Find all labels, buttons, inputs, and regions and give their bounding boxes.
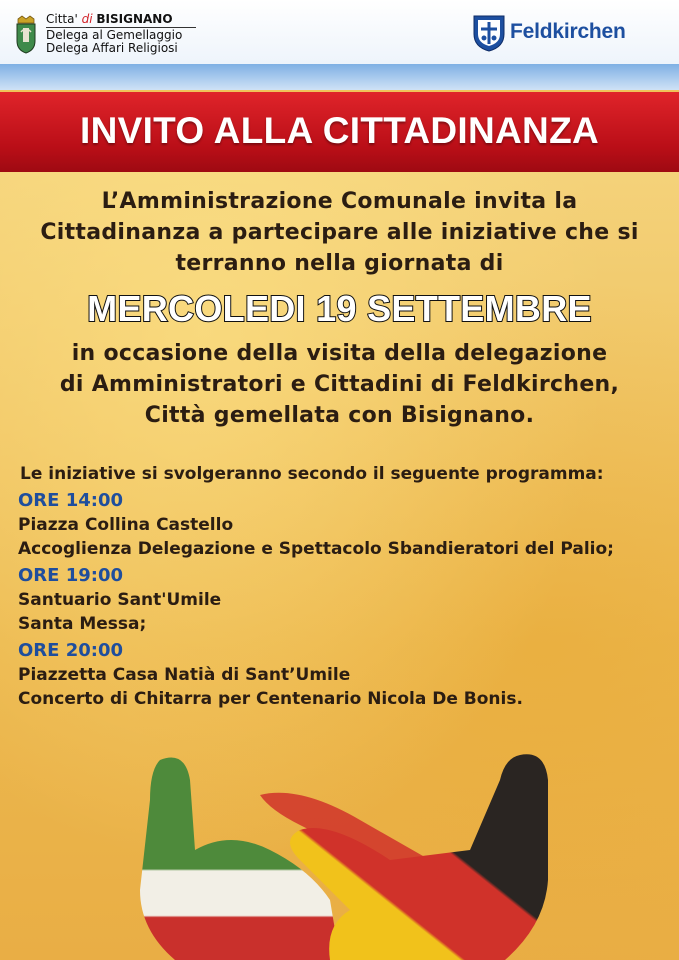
intro-text (0, 186, 679, 279)
program-event (18, 639, 673, 711)
handshake-illustration (0, 740, 679, 960)
header-gradient-strip (0, 64, 679, 90)
program-intro: Le iniziative si svolgeranno secondo il seguente programma: (20, 464, 604, 484)
program-section (18, 462, 673, 711)
occasion-line-1: in occasione della visita della delegazione (71, 341, 608, 366)
intro-line-3: terranno nella giornata di (175, 251, 504, 276)
city-name: BISIGNANO (96, 12, 173, 26)
event-location: Piazzetta Casa Natià di Sant’Umile (18, 665, 351, 685)
header-bar (0, 0, 679, 64)
intro-line-2: Cittadinanza a partecipare alle iniziative che si (40, 220, 639, 245)
city-di: di (81, 12, 93, 26)
event-location: Piazza Collina Castello (18, 515, 234, 535)
delegation-line-2: Delega Affari Religiosi (46, 41, 178, 55)
delegation-line-1: Delega al Gemellaggio (46, 28, 183, 42)
city-prefix: Citta' (46, 12, 78, 26)
event-time: ORE 14:00 (18, 490, 124, 511)
program-event (18, 564, 673, 636)
event-time: ORE 20:00 (18, 640, 124, 661)
title-banner (0, 92, 679, 172)
program-event (18, 489, 673, 561)
banner-title: INVITO ALLA CITTADINANZA (80, 110, 599, 151)
event-date: MERCOLEDI 19 SETTEMBRE (87, 288, 592, 329)
event-description: Concerto di Chitarra per Centenario Nicola De Bonis. (18, 689, 523, 709)
occasion-text (0, 338, 679, 431)
occasion-line-3: Città gemellata con Bisignano. (144, 403, 535, 428)
event-description: Santa Messa; (18, 614, 147, 634)
partner-city-name: Feldkirchen (510, 20, 626, 43)
occasion-line-2: di Amministratori e Cittadini di Feldkirchen, (59, 372, 620, 397)
intro-line-1: L’Amministrazione Comunale invita la (101, 189, 578, 214)
city-title (46, 13, 196, 26)
event-location: Santuario Sant'Umile (18, 590, 222, 610)
city-block (46, 13, 196, 55)
bisignano-crest-icon (14, 15, 38, 55)
event-description: Accoglienza Delegazione e Spettacolo Sbandieratori del Palio; (18, 539, 614, 559)
feldkirchen-shield-icon (472, 14, 506, 52)
event-time: ORE 19:00 (18, 565, 124, 586)
